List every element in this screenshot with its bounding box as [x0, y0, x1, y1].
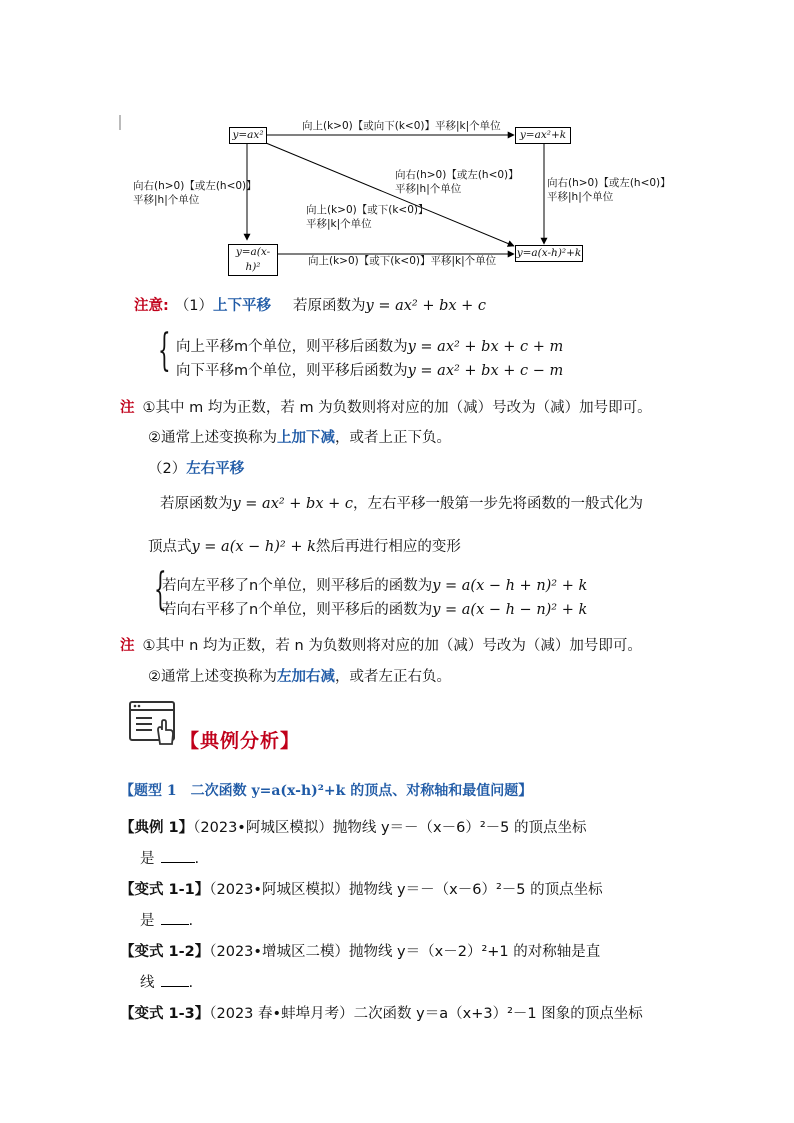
note2-heading-line: [148, 457, 244, 478]
brace-icon: {: [158, 325, 171, 376]
p1-pre: 若原函数为: [160, 496, 233, 512]
case-down-formula: y = ax² + bx + c − m: [407, 363, 564, 379]
p2-pre: 顶点式: [148, 539, 192, 555]
box-bottom-left: y=a(x-h)²: [228, 244, 278, 276]
example-cont: 线: [140, 975, 155, 991]
note1-case-down: [176, 359, 563, 380]
zhu1-post: ，或者上正下负。: [335, 430, 451, 446]
note2-case-right: [162, 598, 587, 619]
zhu2-line1: [120, 634, 642, 655]
label-right-2: 平移|h|个单位: [547, 191, 614, 203]
zhu1-line2: [148, 426, 451, 447]
answer-blank[interactable]: [161, 912, 189, 925]
label-diag-2b: 平移|k|个单位: [306, 218, 372, 230]
variant-1-2: [120, 940, 600, 961]
note1-case-up: [176, 335, 563, 356]
example-body: （2023•增城区二模）抛物线 y＝（x－2）²+1 的对称轴是直: [209, 944, 601, 960]
zhu2-text1: ①其中 n 均为正数，若 n 为负数则将对应的加（减）号改为（减）加号即可。: [142, 638, 642, 654]
zhu2-post: ，或者左正右负。: [335, 669, 451, 685]
zhu1-em: 上加下减: [277, 430, 335, 446]
p2-post: 然后再进行相应的变形: [315, 539, 461, 555]
zhu2-em: 左加右减: [277, 669, 335, 685]
label-diag-1b: 平移|h|个单位: [395, 183, 462, 195]
label-top: 向上(k>0)【或向下(k<0)】平移|k|个单位: [302, 120, 501, 132]
note1-num: （1）: [174, 298, 214, 314]
variant-1-1: [120, 878, 603, 899]
answer-blank[interactable]: [161, 974, 189, 987]
answer-blank[interactable]: [161, 850, 195, 863]
label-diag-2a: 向上(k>0)【或下(k<0)】: [306, 204, 429, 216]
example-1-cont: 是 .: [140, 851, 200, 867]
zhu1-text1: ①其中 m 均为正数，若 m 为负数则将对应的加（减）号改为（减）加号即可。: [142, 400, 652, 416]
label-right-1: 向右(h>0)【或左(h<0)】: [547, 177, 671, 189]
note2-para2: [148, 535, 461, 556]
zhu-mark: 注: [120, 638, 135, 654]
label-left-1: 向右(h>0)【或左(h<0)】: [133, 180, 257, 192]
brace-icon: {: [154, 564, 167, 615]
zhu1-pre: ②通常上述变换称为: [148, 430, 277, 446]
variant-1-2-cont: 线 .: [140, 975, 194, 991]
example-body: （2023•阿城区模拟）抛物线 y＝－（x－6）²－5 的顶点坐标: [209, 882, 603, 898]
case-up-text: 向上平移m个单位，则平移后函数为: [176, 339, 408, 355]
case-down-text: 向下平移m个单位，则平移后函数为: [176, 363, 408, 379]
note2-cases: [154, 564, 594, 620]
note2-para1: [160, 492, 643, 513]
box-bottom-right: y=a(x-h)²+k: [515, 245, 583, 262]
box-top-left: y=ax²: [229, 127, 267, 144]
variant-1-3: [120, 1002, 643, 1023]
note2-case-left: [162, 574, 587, 595]
note2-heading: 左右平移: [186, 461, 245, 477]
label-left-2: 平移|h|个单位: [133, 194, 200, 206]
note1-lead: 若原函数为: [293, 298, 366, 314]
note-prefix: 注意:: [134, 298, 169, 314]
example-body: （2023 春•蚌埠月考）二次函数 y＝a（x+3）²－1 图象的顶点坐标: [209, 1006, 643, 1022]
example-body: （2023•阿城区模拟）抛物线 y＝－（x－6）²－5 的顶点坐标: [193, 820, 587, 836]
example-tag: 【典例 1】: [120, 820, 194, 836]
topic-title: 【题型 1 二次函数 y=a(x-h)²+k 的顶点、对称轴和最值问题】: [120, 783, 533, 799]
label-diag-1a: 向右(h>0)【或左(h<0)】: [395, 169, 519, 181]
example-cont: 是: [140, 913, 155, 929]
zhu1-line1: [120, 396, 652, 417]
label-bottom: 向上(k>0)【或下(k<0)】平移|k|个单位: [308, 255, 497, 267]
p2-formula: y = a(x − h)² + k: [191, 539, 316, 555]
note1-formula: y = ax² + bx + c: [365, 298, 487, 314]
example-tag: 【变式 1-2】: [120, 944, 210, 960]
case-left-formula: y = a(x − h + n)² + k: [432, 578, 588, 594]
zhu2-pre: ②通常上述变换称为: [148, 669, 277, 685]
p1-post: ，左右平移一般第一步先将函数的一般式化为: [353, 496, 644, 512]
example-1: [120, 816, 587, 837]
case-right-formula: y = a(x − h − n)² + k: [432, 602, 588, 618]
zhu-mark: 注: [120, 400, 135, 416]
example-cont: 是: [140, 851, 155, 867]
case-up-formula: y = ax² + bx + c + m: [407, 339, 564, 355]
note1-heading-line: [134, 294, 486, 315]
variant-1-1-cont: 是 .: [140, 913, 194, 929]
note1-cases: [158, 325, 578, 381]
note1-heading: 上下平移: [213, 298, 272, 314]
box-top-right: y=ax²+k: [515, 127, 571, 144]
diagram-arrows: [0, 0, 794, 280]
document-pointer-icon: [128, 700, 180, 746]
section-title: 【典例分析】: [180, 730, 301, 752]
note2-num: （2）: [148, 461, 187, 477]
zhu2-line2: [148, 665, 451, 686]
example-tag: 【变式 1-3】: [120, 1006, 210, 1022]
case-left-text: 若向左平移了n个单位，则平移后的函数为: [162, 578, 433, 594]
arrow-diagonal: [266, 143, 514, 246]
case-right-text: 若向右平移了n个单位，则平移后的函数为: [162, 602, 433, 618]
example-tag: 【变式 1-1】: [120, 882, 210, 898]
p1-formula: y = ax² + bx + c: [232, 496, 354, 512]
